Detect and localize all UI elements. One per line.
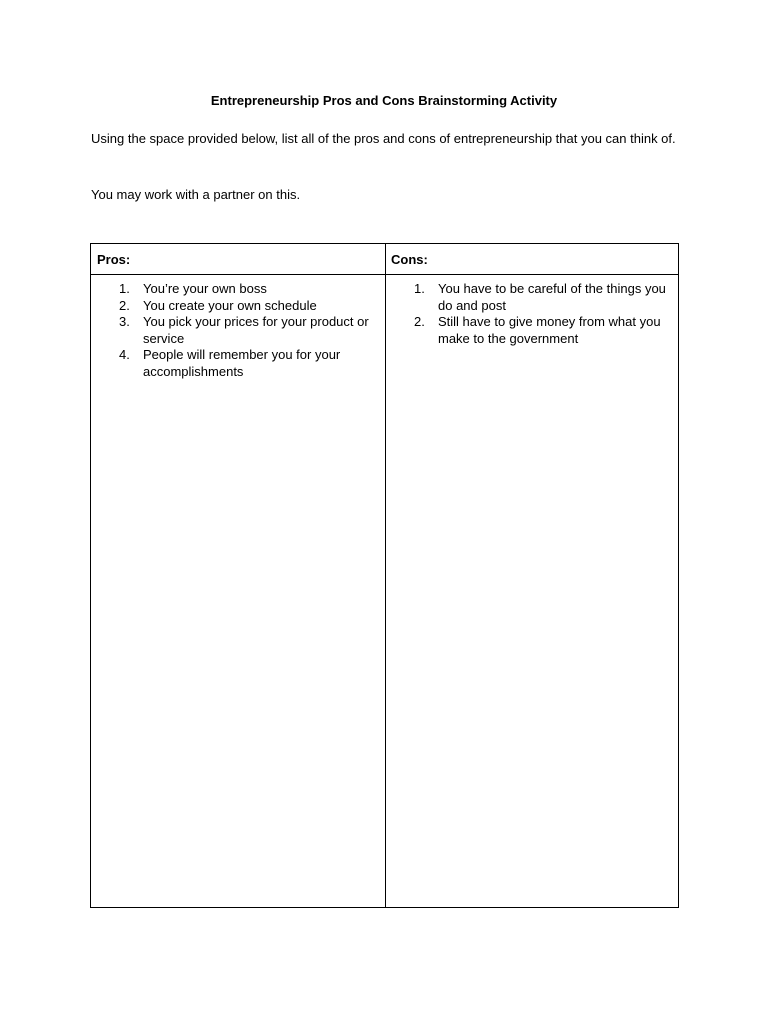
- list-number: 2.: [414, 314, 425, 330]
- list-item-text: Still have to give money from what you make to the government: [438, 314, 661, 346]
- list-number: 4.: [119, 347, 130, 363]
- document-title: Entrepreneurship Pros and Cons Brainstorming Activity: [210, 93, 558, 108]
- list-number: 1.: [119, 281, 130, 296]
- pros-list-item: [91, 314, 376, 347]
- pros-list-item: [91, 347, 376, 380]
- header-divider: [91, 274, 678, 275]
- cons-list-item: [386, 314, 671, 347]
- list-item-text: You’re your own boss: [143, 281, 267, 296]
- cons-list: [386, 281, 671, 347]
- partner-note: You may work with a partner on this.: [91, 187, 301, 202]
- pros-cons-table: [90, 243, 679, 908]
- list-item-text: You have to be careful of the things you do and post: [438, 281, 666, 313]
- list-item-text: People will remember you for your accomplishments: [143, 347, 341, 379]
- list-number: 2.: [119, 297, 130, 313]
- instructions-text: Using the space provided below, list all of the pros and cons of entrepreneurship that you can think of.: [91, 131, 676, 146]
- pros-list-item: [91, 298, 376, 315]
- cons-list-item: [386, 281, 671, 314]
- list-number: 3.: [119, 314, 130, 330]
- cons-header: Cons:: [391, 252, 428, 267]
- pros-list-item: [91, 281, 376, 298]
- list-item-text: You pick your prices for your product or service: [143, 314, 369, 346]
- pros-header: Pros:: [97, 252, 131, 267]
- pros-list: [91, 281, 376, 381]
- list-item-text: You create your own schedule: [143, 297, 317, 313]
- list-number: 1.: [414, 281, 425, 296]
